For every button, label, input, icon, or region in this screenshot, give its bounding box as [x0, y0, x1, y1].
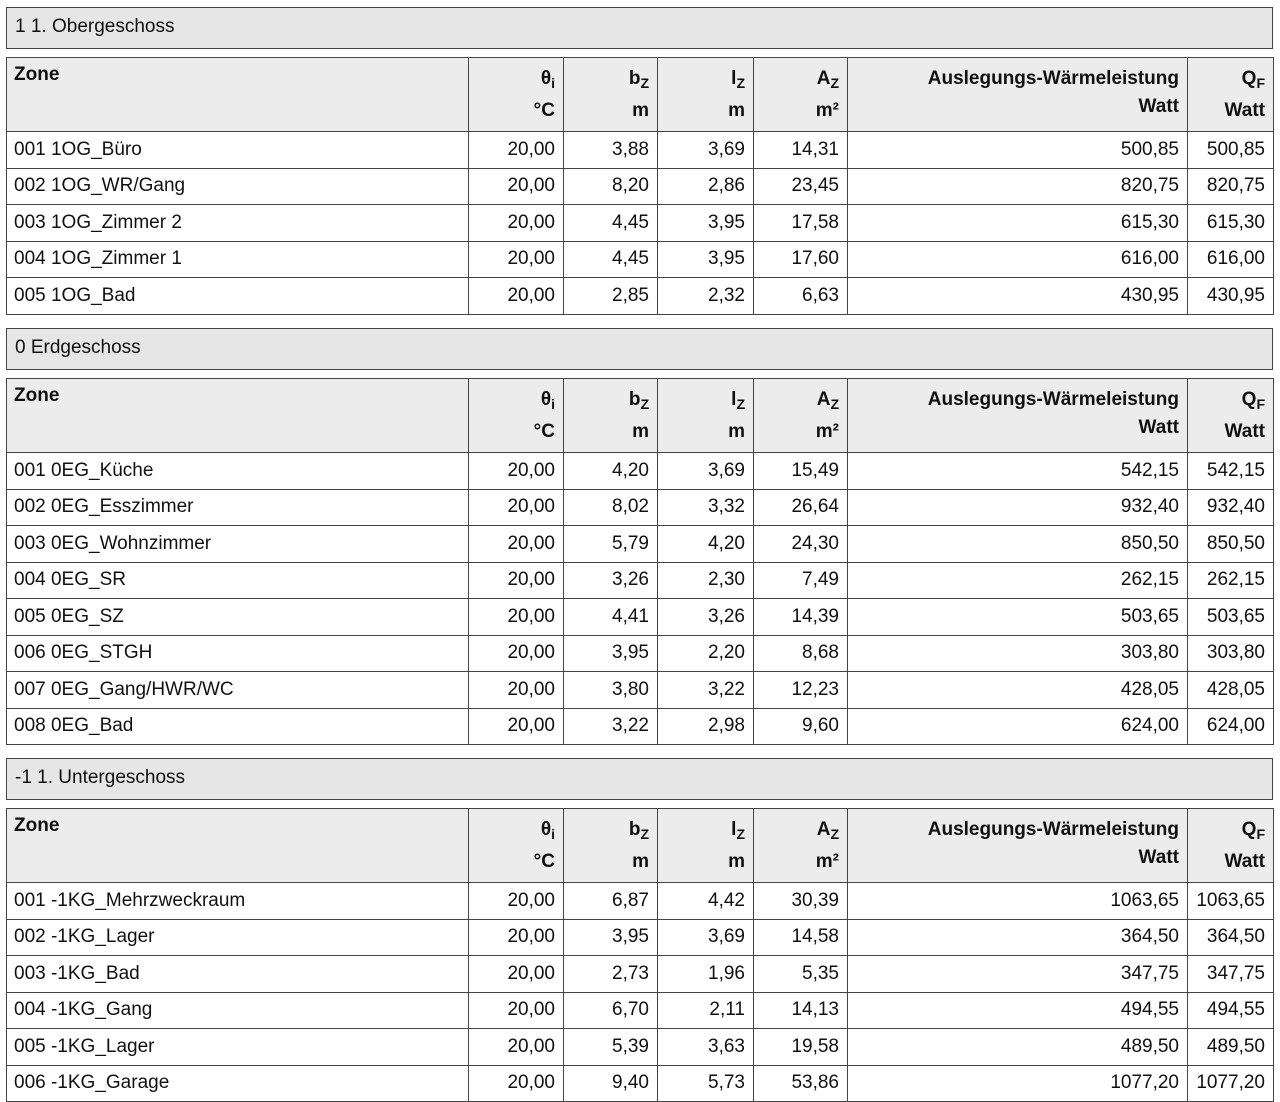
length-cell: 3,63	[658, 1029, 754, 1066]
col-symbol-base: l	[731, 389, 737, 410]
table-row	[7, 132, 1274, 169]
temperature-cell: 20,00	[469, 1065, 564, 1102]
heat-load-cell: 932,40	[848, 489, 1188, 526]
qf-cell: 347,75	[1188, 956, 1274, 993]
col-unit-a: m²	[815, 100, 839, 121]
floor-title: 1 1. Obergeschoss	[6, 7, 1273, 49]
col-header-theta	[469, 58, 564, 132]
col-symbol-subscript: Z	[640, 396, 649, 412]
floor-title: 0 Erdgeschoss	[6, 328, 1273, 370]
col-header-b	[564, 58, 658, 132]
qf-cell: 494,55	[1188, 992, 1274, 1029]
area-cell: 30,39	[754, 883, 848, 920]
col-symbol-base: b	[628, 389, 641, 410]
table-row	[7, 599, 1274, 636]
width-cell: 4,41	[564, 599, 658, 636]
zone-name-cell: 004 -1KG_Gang	[7, 992, 469, 1029]
width-cell: 3,88	[564, 132, 658, 169]
col-header-b	[564, 379, 658, 453]
width-cell: 4,20	[564, 453, 658, 490]
length-cell: 3,26	[658, 599, 754, 636]
col-symbol-base: A	[816, 68, 831, 89]
col-symbol-base: l	[731, 819, 737, 840]
col-unit-a: m²	[815, 421, 839, 442]
col-header-l	[658, 58, 754, 132]
area-cell: 6,63	[754, 278, 848, 315]
table-row	[7, 205, 1274, 242]
table-row	[7, 919, 1274, 956]
col-unit-l: m	[728, 421, 745, 442]
qf-cell: 850,50	[1188, 526, 1274, 563]
col-symbol-a	[761, 816, 839, 848]
zone-name-cell: 004 1OG_Zimmer 1	[7, 241, 469, 278]
qf-cell: 1063,65	[1188, 883, 1274, 920]
col-symbol-a	[761, 386, 839, 418]
heat-load-cell: 503,65	[848, 599, 1188, 636]
col-unit-theta: °C	[533, 100, 555, 121]
zone-name-cell: 008 0EG_Bad	[7, 708, 469, 745]
area-cell: 23,45	[754, 168, 848, 205]
temperature-cell: 20,00	[469, 132, 564, 169]
zone-name-cell: 006 -1KG_Garage	[7, 1065, 469, 1102]
col-symbol-qf	[1195, 65, 1265, 97]
qf-cell: 364,50	[1188, 919, 1274, 956]
temperature-cell: 20,00	[469, 599, 564, 636]
table-header-row	[7, 58, 1274, 132]
zone-name-cell: 005 -1KG_Lager	[7, 1029, 469, 1066]
table-row	[7, 489, 1274, 526]
length-cell: 3,95	[658, 241, 754, 278]
col-symbol-subscript: i	[551, 826, 555, 842]
col-header-q	[848, 809, 1188, 883]
col-symbol-base: θ	[540, 389, 552, 410]
col-header-theta	[469, 379, 564, 453]
col-symbol-subscript: F	[1256, 396, 1265, 412]
col-symbol-base: Q	[1241, 389, 1257, 410]
table-row	[7, 562, 1274, 599]
heat-load-cell: 347,75	[848, 956, 1188, 993]
temperature-cell: 20,00	[469, 241, 564, 278]
qf-cell: 932,40	[1188, 489, 1274, 526]
col-symbol-base: θ	[540, 819, 552, 840]
width-cell: 3,95	[564, 919, 658, 956]
col-unit-b: m	[632, 100, 649, 121]
temperature-cell: 20,00	[469, 278, 564, 315]
zone-table	[6, 57, 1274, 315]
temperature-cell: 20,00	[469, 919, 564, 956]
qf-cell: 500,85	[1188, 132, 1274, 169]
col-header-l	[658, 809, 754, 883]
col-symbol-b	[571, 386, 649, 418]
col-symbol-subscript: F	[1256, 826, 1265, 842]
col-unit-q: Watt	[1138, 96, 1179, 117]
col-symbol-qf	[1195, 816, 1265, 848]
width-cell: 8,02	[564, 489, 658, 526]
heat-load-cell: 820,75	[848, 168, 1188, 205]
area-cell: 17,58	[754, 205, 848, 242]
zone-name-cell: 004 0EG_SR	[7, 562, 469, 599]
col-symbol-qf	[1195, 386, 1265, 418]
area-cell: 14,13	[754, 992, 848, 1029]
heat-load-cell: 542,15	[848, 453, 1188, 490]
floor-title: -1 1. Untergeschoss	[6, 758, 1273, 800]
table-row	[7, 708, 1274, 745]
area-cell: 8,68	[754, 635, 848, 672]
col-symbol-subscript: Z	[640, 826, 649, 842]
length-cell: 3,69	[658, 132, 754, 169]
col-unit-theta: °C	[533, 421, 555, 442]
length-cell: 2,30	[658, 562, 754, 599]
zone-name-cell: 005 1OG_Bad	[7, 278, 469, 315]
floor-section	[6, 758, 1273, 1102]
heat-load-cell: 262,15	[848, 562, 1188, 599]
col-header-zone: Zone	[7, 809, 469, 883]
col-symbol-base: A	[816, 819, 831, 840]
qf-cell: 489,50	[1188, 1029, 1274, 1066]
col-symbol-theta	[476, 65, 555, 97]
col-unit-qf: Watt	[1224, 851, 1265, 872]
qf-cell: 542,15	[1188, 453, 1274, 490]
col-symbol-b	[571, 816, 649, 848]
width-cell: 4,45	[564, 241, 658, 278]
col-header-a	[754, 58, 848, 132]
area-cell: 12,23	[754, 672, 848, 709]
col-unit-qf: Watt	[1224, 421, 1265, 442]
length-cell: 2,11	[658, 992, 754, 1029]
temperature-cell: 20,00	[469, 168, 564, 205]
table-row	[7, 526, 1274, 563]
col-header-qf	[1188, 58, 1274, 132]
temperature-cell: 20,00	[469, 526, 564, 563]
length-cell: 3,69	[658, 453, 754, 490]
zone-name-cell: 001 1OG_Büro	[7, 132, 469, 169]
qf-cell: 303,80	[1188, 635, 1274, 672]
col-symbol-subscript: Z	[640, 75, 649, 91]
temperature-cell: 20,00	[469, 453, 564, 490]
table-row	[7, 168, 1274, 205]
length-cell: 3,32	[658, 489, 754, 526]
col-symbol-subscript: Z	[830, 75, 839, 91]
col-symbol-subscript: Z	[830, 826, 839, 842]
zone-name-cell: 003 -1KG_Bad	[7, 956, 469, 993]
heat-load-cell: 489,50	[848, 1029, 1188, 1066]
zone-name-cell: 005 0EG_SZ	[7, 599, 469, 636]
col-header-q	[848, 58, 1188, 132]
col-symbol-base: b	[628, 819, 641, 840]
floor-section	[6, 328, 1273, 745]
table-row	[7, 992, 1274, 1029]
width-cell: 3,95	[564, 635, 658, 672]
width-cell: 6,70	[564, 992, 658, 1029]
heat-load-cell: 616,00	[848, 241, 1188, 278]
col-symbol-l	[665, 386, 745, 418]
heat-load-cell: 364,50	[848, 919, 1188, 956]
col-label-q: Auslegungs-Wärmeleistung	[927, 389, 1179, 410]
zone-name-cell: 006 0EG_STGH	[7, 635, 469, 672]
heat-load-cell: 624,00	[848, 708, 1188, 745]
zone-name-cell: 001 -1KG_Mehrzweckraum	[7, 883, 469, 920]
heat-load-cell: 500,85	[848, 132, 1188, 169]
heat-load-cell: 615,30	[848, 205, 1188, 242]
zone-table	[6, 808, 1274, 1102]
length-cell: 4,42	[658, 883, 754, 920]
zone-name-cell: 003 0EG_Wohnzimmer	[7, 526, 469, 563]
floor-section	[6, 7, 1273, 315]
qf-cell: 1077,20	[1188, 1065, 1274, 1102]
length-cell: 4,20	[658, 526, 754, 563]
temperature-cell: 20,00	[469, 635, 564, 672]
col-symbol-b	[571, 65, 649, 97]
table-row	[7, 453, 1274, 490]
table-row	[7, 1029, 1274, 1066]
col-header-qf	[1188, 379, 1274, 453]
table-row	[7, 956, 1274, 993]
col-header-q	[848, 379, 1188, 453]
temperature-cell: 20,00	[469, 562, 564, 599]
col-symbol-subscript: i	[551, 396, 555, 412]
length-cell: 2,32	[658, 278, 754, 315]
col-header-a	[754, 809, 848, 883]
col-unit-qf: Watt	[1224, 100, 1265, 121]
area-cell: 19,58	[754, 1029, 848, 1066]
col-unit-a: m²	[815, 851, 839, 872]
length-cell: 2,98	[658, 708, 754, 745]
area-cell: 14,31	[754, 132, 848, 169]
length-cell: 3,95	[658, 205, 754, 242]
col-symbol-subscript: F	[1256, 75, 1265, 91]
table-header-row	[7, 379, 1274, 453]
length-cell: 2,20	[658, 635, 754, 672]
temperature-cell: 20,00	[469, 1029, 564, 1066]
qf-cell: 262,15	[1188, 562, 1274, 599]
table-row	[7, 1065, 1274, 1102]
heat-load-cell: 430,95	[848, 278, 1188, 315]
col-symbol-l	[665, 816, 745, 848]
col-symbol-subscript: Z	[830, 396, 839, 412]
heat-load-cell: 494,55	[848, 992, 1188, 1029]
area-cell: 15,49	[754, 453, 848, 490]
heat-load-cell: 428,05	[848, 672, 1188, 709]
col-symbol-base: Q	[1241, 68, 1257, 89]
qf-cell: 428,05	[1188, 672, 1274, 709]
col-header-theta	[469, 809, 564, 883]
zone-name-cell: 007 0EG_Gang/HWR/WC	[7, 672, 469, 709]
col-header-zone: Zone	[7, 379, 469, 453]
col-symbol-subscript: Z	[736, 826, 745, 842]
col-header-b	[564, 809, 658, 883]
width-cell: 3,80	[564, 672, 658, 709]
col-symbol-subscript: i	[551, 75, 555, 91]
width-cell: 2,85	[564, 278, 658, 315]
heat-load-cell: 1063,65	[848, 883, 1188, 920]
temperature-cell: 20,00	[469, 708, 564, 745]
qf-cell: 615,30	[1188, 205, 1274, 242]
col-unit-theta: °C	[533, 851, 555, 872]
table-row	[7, 241, 1274, 278]
width-cell: 3,22	[564, 708, 658, 745]
heat-load-cell: 303,80	[848, 635, 1188, 672]
table-header-row	[7, 809, 1274, 883]
temperature-cell: 20,00	[469, 883, 564, 920]
area-cell: 14,58	[754, 919, 848, 956]
col-header-l	[658, 379, 754, 453]
area-cell: 17,60	[754, 241, 848, 278]
table-row	[7, 883, 1274, 920]
col-unit-b: m	[632, 421, 649, 442]
col-unit-l: m	[728, 851, 745, 872]
col-symbol-subscript: Z	[736, 396, 745, 412]
length-cell: 5,73	[658, 1065, 754, 1102]
zone-name-cell: 001 0EG_Küche	[7, 453, 469, 490]
width-cell: 4,45	[564, 205, 658, 242]
width-cell: 2,73	[564, 956, 658, 993]
col-header-qf	[1188, 809, 1274, 883]
temperature-cell: 20,00	[469, 992, 564, 1029]
qf-cell: 820,75	[1188, 168, 1274, 205]
col-symbol-theta	[476, 816, 555, 848]
zone-name-cell: 002 -1KG_Lager	[7, 919, 469, 956]
heat-load-cell: 1077,20	[848, 1065, 1188, 1102]
qf-cell: 503,65	[1188, 599, 1274, 636]
col-symbol-theta	[476, 386, 555, 418]
width-cell: 3,26	[564, 562, 658, 599]
col-symbol-a	[761, 65, 839, 97]
width-cell: 9,40	[564, 1065, 658, 1102]
width-cell: 6,87	[564, 883, 658, 920]
area-cell: 26,64	[754, 489, 848, 526]
col-label-q: Auslegungs-Wärmeleistung	[927, 819, 1179, 840]
heat-load-cell: 850,50	[848, 526, 1188, 563]
col-symbol-subscript: Z	[736, 75, 745, 91]
table-row	[7, 278, 1274, 315]
zone-name-cell: 002 1OG_WR/Gang	[7, 168, 469, 205]
col-unit-l: m	[728, 100, 745, 121]
area-cell: 7,49	[754, 562, 848, 599]
col-symbol-base: Q	[1241, 819, 1257, 840]
temperature-cell: 20,00	[469, 489, 564, 526]
col-label-q: Auslegungs-Wärmeleistung	[927, 68, 1179, 89]
col-symbol-l	[665, 65, 745, 97]
zone-table	[6, 378, 1274, 745]
zone-name-cell: 003 1OG_Zimmer 2	[7, 205, 469, 242]
col-unit-q: Watt	[1138, 417, 1179, 438]
col-unit-q: Watt	[1138, 847, 1179, 868]
qf-cell: 616,00	[1188, 241, 1274, 278]
width-cell: 5,79	[564, 526, 658, 563]
zone-name-cell: 002 0EG_Esszimmer	[7, 489, 469, 526]
col-symbol-base: b	[628, 68, 641, 89]
area-cell: 53,86	[754, 1065, 848, 1102]
table-row	[7, 635, 1274, 672]
width-cell: 8,20	[564, 168, 658, 205]
col-header-zone: Zone	[7, 58, 469, 132]
length-cell: 3,69	[658, 919, 754, 956]
col-header-a	[754, 379, 848, 453]
length-cell: 1,96	[658, 956, 754, 993]
col-symbol-base: θ	[540, 68, 552, 89]
area-cell: 14,39	[754, 599, 848, 636]
qf-cell: 624,00	[1188, 708, 1274, 745]
qf-cell: 430,95	[1188, 278, 1274, 315]
temperature-cell: 20,00	[469, 672, 564, 709]
area-cell: 24,30	[754, 526, 848, 563]
temperature-cell: 20,00	[469, 956, 564, 993]
area-cell: 5,35	[754, 956, 848, 993]
table-row	[7, 672, 1274, 709]
temperature-cell: 20,00	[469, 205, 564, 242]
col-unit-b: m	[632, 851, 649, 872]
col-symbol-base: A	[816, 389, 831, 410]
length-cell: 2,86	[658, 168, 754, 205]
length-cell: 3,22	[658, 672, 754, 709]
col-symbol-base: l	[731, 68, 737, 89]
area-cell: 9,60	[754, 708, 848, 745]
width-cell: 5,39	[564, 1029, 658, 1066]
